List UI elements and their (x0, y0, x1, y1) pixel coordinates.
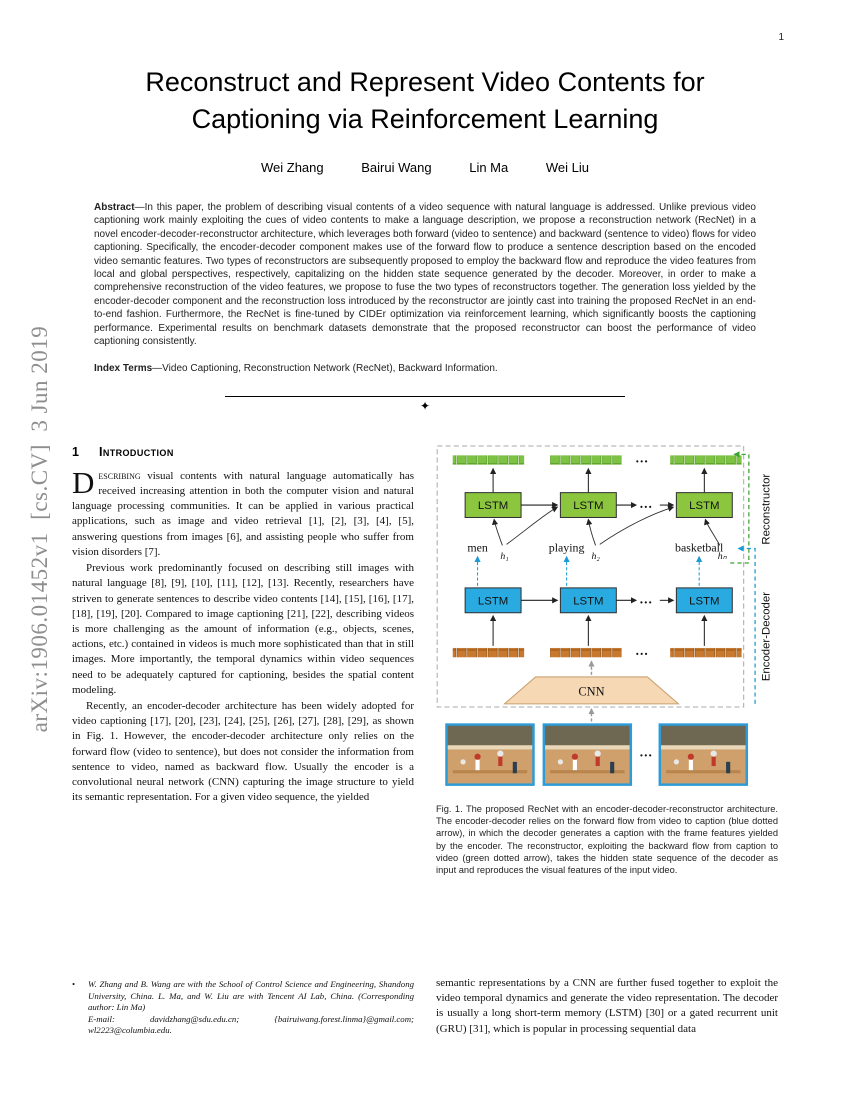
footnote-text (88, 979, 414, 1037)
title-line-1: Reconstruct and Represent Video Contents for (145, 67, 705, 97)
section-title: Introduction (98, 444, 174, 459)
footnote-emails: E-mail: davidzhang@sdu.edu.cn; {bairuiwang.forest.linma}@gmail.com; wl2223@columbia.edu. (88, 1013, 414, 1036)
figure-1-diagram (436, 445, 778, 795)
lead-word: escribing (98, 469, 141, 482)
lstm-label: LSTM (689, 500, 720, 513)
intro-paragraph-3: Recently, an encoder-decoder architecture has been widely adopted for video captioning [17], [20], [23], [24], [25], [26], [27], [28], [29], as shown in Fig. 1. However, the encoder-decoder architecture only relies on the forward flow (video to sentence), but does not consider the information from sentence to video, named as backward flow. Usually the encoder is a convolutional neural network (CNN) capturing the image structure to yield its semantic representation. For a given video sequence, the yielded (72, 699, 414, 804)
paper-title (0, 64, 850, 138)
reconstructed-features-3 (670, 455, 741, 464)
dropcap: D (72, 464, 95, 500)
figure-dashed-border (437, 446, 744, 707)
separator-rule (225, 396, 625, 397)
section-heading-introduction (72, 445, 414, 459)
author: Lin Ma (469, 160, 509, 175)
index-terms-text: —Video Captioning, Reconstruction Network (RecNet), Backward Information. (152, 363, 498, 375)
left-column (72, 445, 414, 1037)
ellipsis: ... (639, 496, 653, 512)
title-line-2: Captioning via Reinforcement Learning (191, 104, 659, 134)
abstract-text: —In this paper, the problem of describing visual contents of a video sequence with natural language is addressed. Unlike previous video captioning work mainly exploiting the cues of video contents to make a language description, we propose a reconstruction network (RecNet) in a novel encoder-decoder-reconstructor architecture, which leverages both forward (video to sentence) and backward (sentence to video) flows for video captioning. Specifically, the encoder-decoder component makes use of the forward flow to produce a sentence description based on the encoded video semantic features. Two types of reconstructors are subsequently proposed to employ the backward flow and reproduce the video features from local and global perspectives, respectively, capitalizing on the hidden state sequence generated by the decoder. Moreover, in order to make a comprehensive reconstruction of the video features, we propose to fuse the two types of reconstructors together. The generation loss yielded by the encoder-decoder component and the reconstruction loss introduced by the reconstructor are jointly cast into training the proposed RecNet in an end-to-end fashion. Furthermore, the RecNet is fine-tuned by CIDEr optimization via reinforcement learning, which significantly boosts the captioning performance. Experimental results on benchmark datasets demonstrate that the proposed reconstructor can boost the performance of video captioning consistently. (94, 202, 757, 348)
hidden-state-h1: h₁ (500, 550, 509, 562)
author-list (0, 160, 850, 175)
intro-paragraph-2: Previous work predominantly focused on describing still images with natural language [8], [9], [10], [11], [12], [13]. Recently, researchers have striven to generate sentences to describe video contents [14], [15], [16], [17], [18], [19], [20]. Compared to image captioning [21], [22], describing videos is more challenging as the amount of information (e.g., objects, scenes, actions, etc.) contained in videos is much more sophisticated than that in still images. More importantly, the temporal dynamics within video sequences need to be adequately captured for captioning, besides the spatial content modeling. (72, 562, 414, 696)
lstm-label: LSTM (573, 595, 604, 608)
encoder-decoder-side-label: Encoder-Decoder (760, 591, 773, 682)
author: Bairui Wang (361, 160, 432, 175)
forward-flow-arrow (739, 548, 756, 703)
two-column-body (0, 445, 850, 1037)
index-terms (94, 362, 756, 375)
index-terms-label: Index Terms (94, 363, 153, 375)
footnote-bullet: • (72, 978, 76, 989)
ellipsis: ... (639, 591, 653, 607)
frame-features-3 (670, 648, 741, 657)
reconstructor-side-label: Reconstructor (760, 473, 773, 545)
caption-word-3: basketball (675, 540, 724, 555)
figure-caption-text: The proposed RecNet with an encoder-decoder-reconstructor architecture. The encoder-decoder relies on the forward flow from video to caption (blue dotted arrow), in which the decoder generates a caption with the frame features yielded by the encoder. The reconstructor, exploiting the backward flow from caption to video (green dotted arrow), takes the hidden state sequence of the decoder as input and reproduces the visual features of the input video. (436, 803, 778, 876)
figure-1-caption (436, 803, 778, 877)
ellipsis: ... (635, 643, 649, 659)
cnn-label: CNN (578, 684, 605, 699)
ellipsis: ... (639, 744, 653, 760)
section-number: 1 (72, 444, 79, 459)
caption-word-2: playing (548, 540, 585, 555)
abstract-label: Abstract (94, 202, 135, 213)
video-frame-3 (660, 724, 747, 784)
author: Wei Liu (545, 160, 589, 175)
continuation-paragraph: semantic representations by a CNN are further fused together to exploit the video temporal dynamics and generate the video representation. The decoder is usually a long short-term memory (LSTM) [30] or a gated recurrent unit (GRU) [31], which is popular in processing sequential data (436, 977, 778, 1035)
hidden-state-h2: h₂ (591, 550, 600, 562)
frame-features-2 (550, 648, 621, 657)
video-frame-1 (446, 724, 533, 784)
section-separator (0, 396, 850, 415)
caption-word-1: men (467, 540, 488, 555)
arxiv-watermark: arXiv:1906.01452v1 [cs.CV] 3 Jun 2019 (27, 325, 52, 733)
video-frame-2 (544, 724, 631, 784)
ellipsis: ... (635, 450, 649, 466)
figure-caption-label: Fig. 1. (436, 803, 463, 814)
abstract (94, 201, 756, 348)
author: Wei Zhang (261, 160, 324, 175)
reconstructed-features-1 (453, 455, 524, 464)
intro-paragraph-1 (72, 464, 414, 560)
footnote-affiliations: W. Zhang and B. Wang are with the School of Control Science and Engineering, Shandong University, China. L. Ma, and W. Liu are with Tencent AI Lab, China. (Corresponding author: Lin Ma) (88, 978, 414, 1013)
lstm-label: LSTM (573, 500, 604, 513)
paragraph-text: visual contents with natural language automatically has received increasing attention in both the computer vision and natural language processing communities. It can be applied in various practical applications, such as image and video retrieval [1], [2], [3], [4], [5], answering questions from images [6], and assisting people who suffer from vision disorders [7]. (72, 469, 414, 558)
lstm-label: LSTM (477, 595, 509, 608)
diamond-icon: ✦ (419, 398, 431, 413)
page-number: 1 (778, 32, 784, 43)
reconstructed-features-2 (550, 455, 621, 464)
author-footnote (72, 979, 414, 1037)
lstm-label: LSTM (689, 595, 720, 608)
right-column (436, 445, 778, 1037)
backward-flow-arrow (730, 454, 749, 563)
hidden-state-hn: hₙ (717, 550, 727, 562)
lstm-label: LSTM (477, 500, 509, 513)
frame-features-1 (453, 648, 524, 657)
